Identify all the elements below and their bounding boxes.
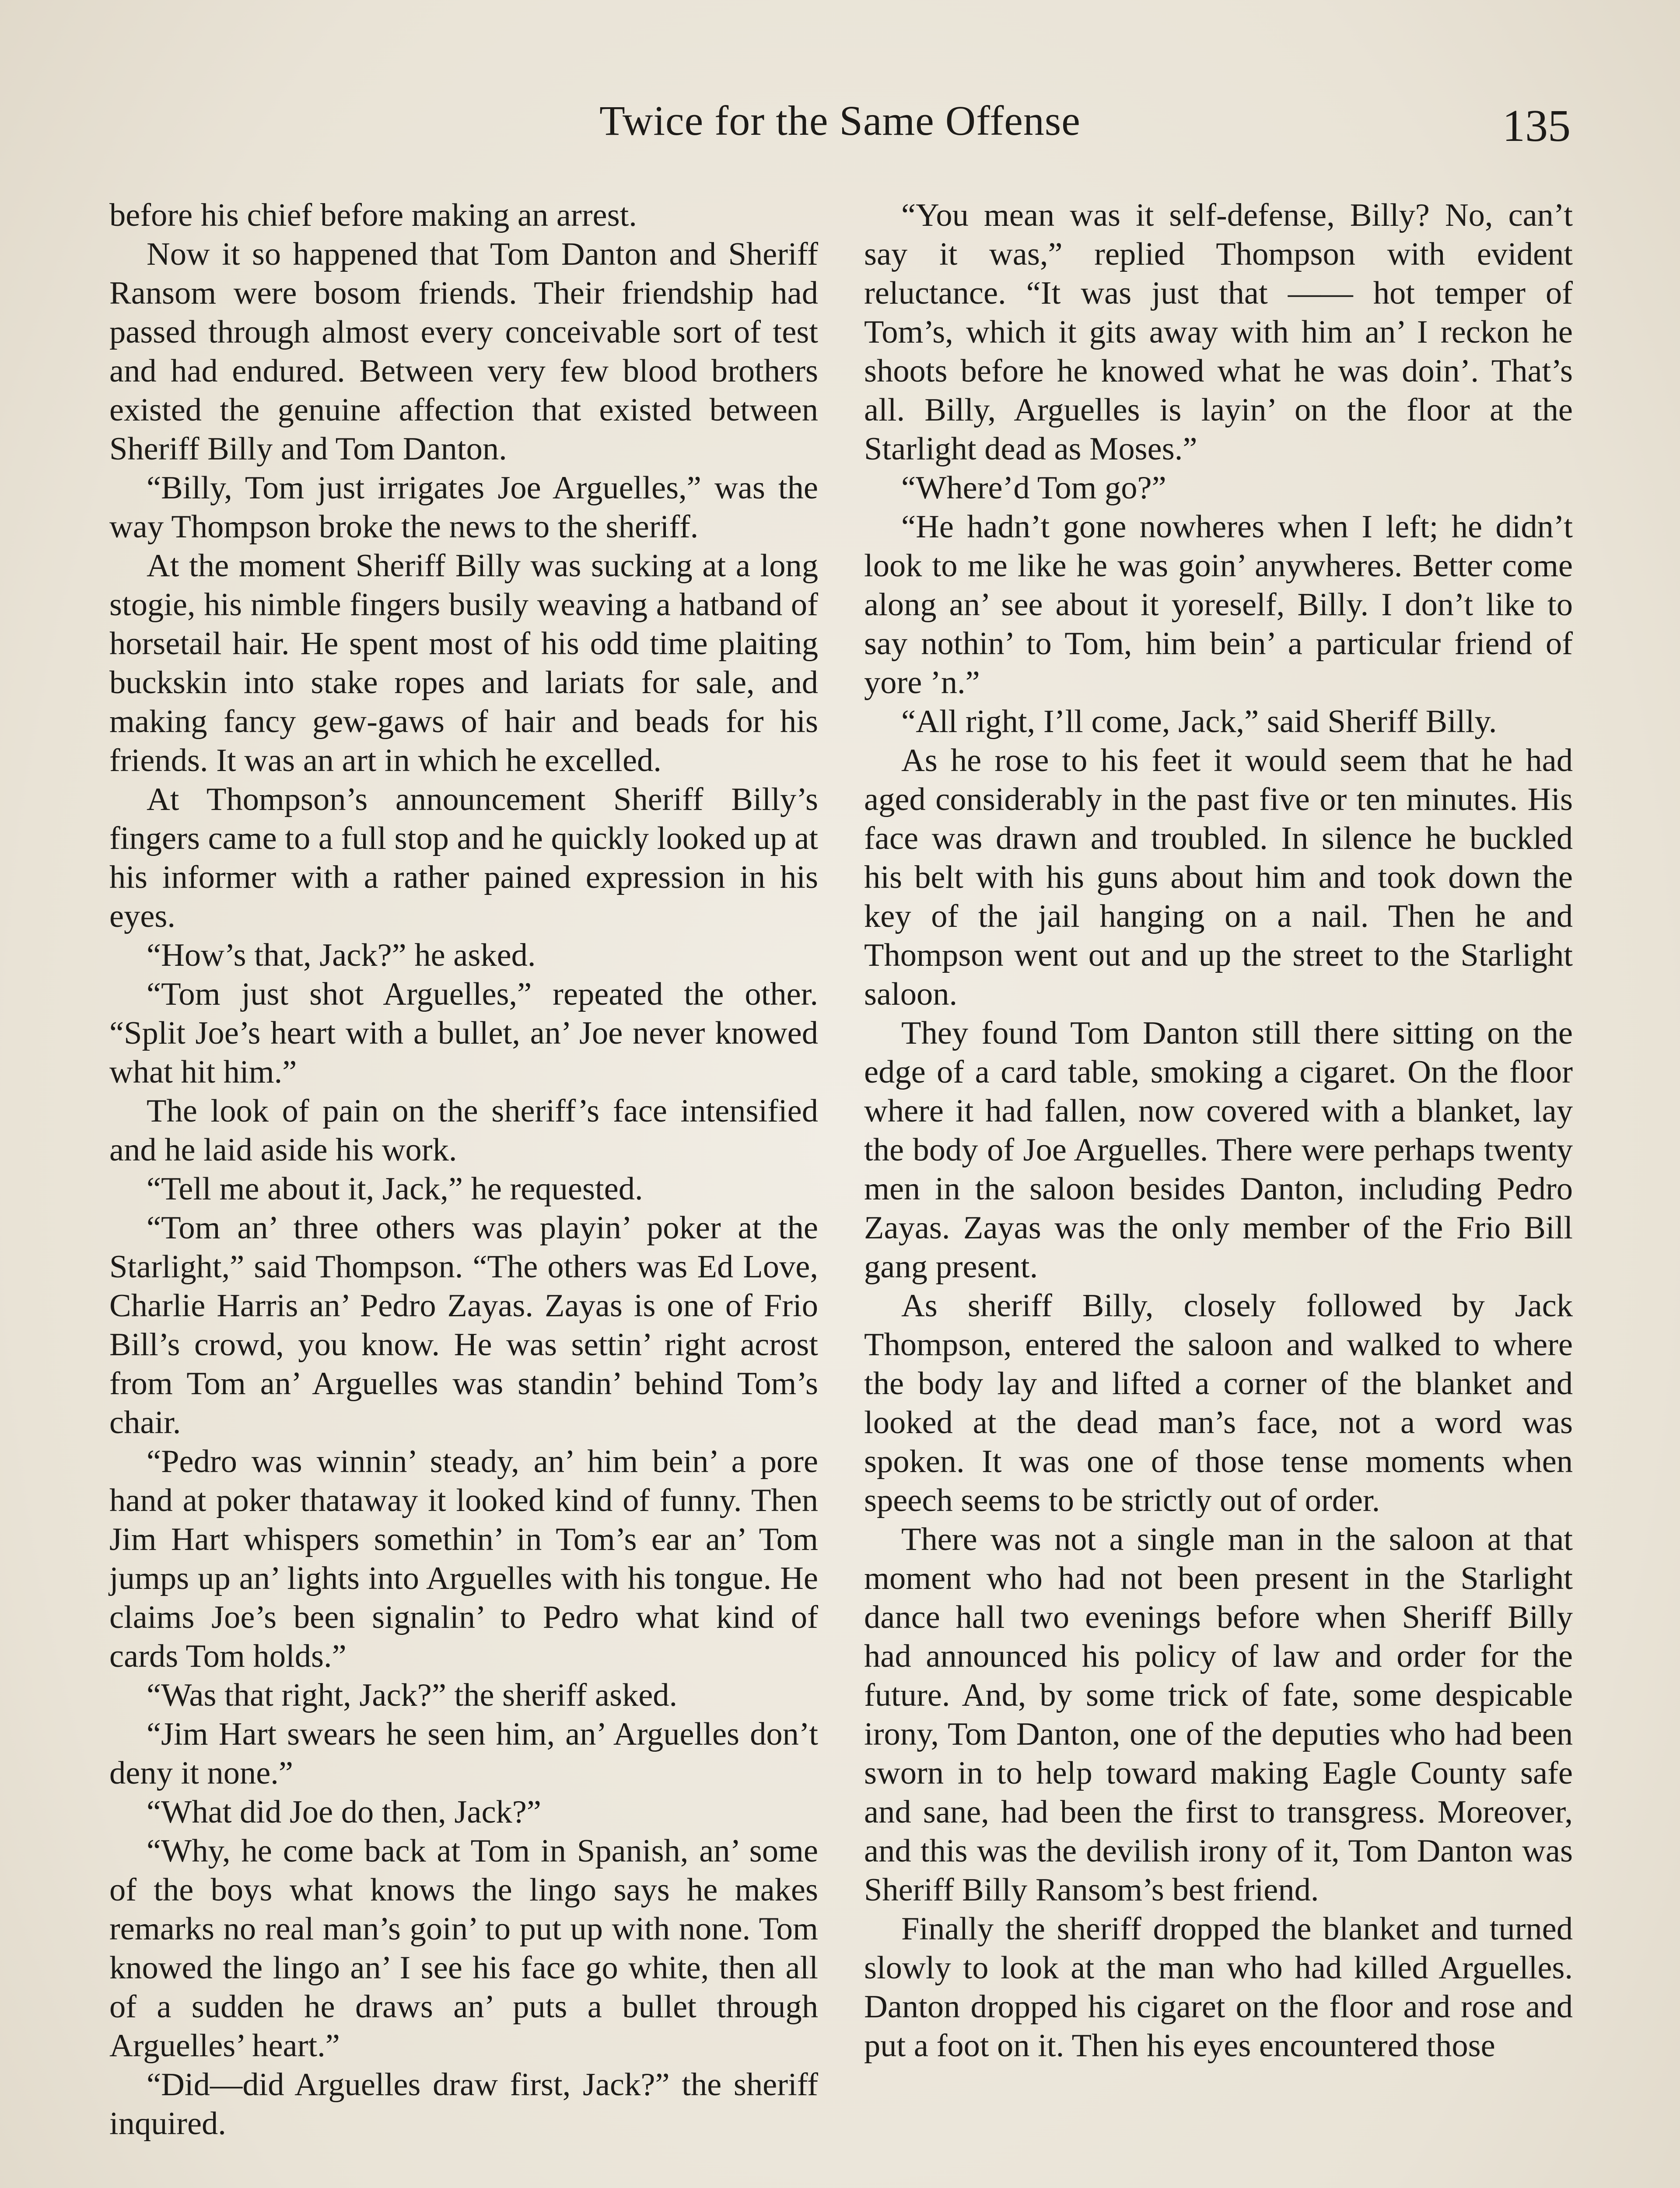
paragraph: “Where’d Tom go?” [901,470,1166,506]
paragraph: “How’s that, Jack?” he asked. [147,937,536,973]
paragraph: As sheriff Billy, closely followed by Jack Thompson, entered the saloon and walked to where the body lay and lifted a corner of the blanket and looked at the dead man’s face, not a word was spoken. It was one of those tense moments when speech seems to be strictly out of order. [864,1288,1573,1518]
paragraph: At Thompson’s announcement Sheriff Billy’s fingers came to a full stop and he quickly looked up at his informer with a rather pained expression in his eyes. [109,782,818,934]
paragraph: “He hadn’t gone nowheres when I left; he didn’t look to me like he was goin’ anywheres. Better come along an’ see about it yoreself, Billy. I don’t like to say nothin’ to Tom, him bein’ a particular friend of yore ’n.” [864,509,1573,701]
paragraph: There was not a single man in the saloon at that moment who had not been present in the Starlight dance hall two evenings before when Sheriff Billy had announced his policy of law and order for the future. And, by some trick of fate, some despicable irony, Tom Danton, one of the deputies who had been sworn in to help toward making Eagle County safe and sane, had been the first to transgress. Moreover, and this was the devilish irony of it, Tom Danton was Sheriff Billy Ransom’s best friend. [864,1522,1573,1908]
page-header [109,96,1571,162]
paragraph: “Tom just shot Arguelles,” repeated the other. “Split Joe’s heart with a bullet, an’ Joe never knowed what hit him.” [109,976,818,1090]
paragraph: They found Tom Danton still there sitting on the edge of a card table, smoking a cigaret. On the floor where it had fallen, now covered with a blanket, lay the body of Joe Arguelles. There were perhaps twenty men in the saloon besides Danton, including Pedro Zayas. Zayas was the only member of the Frio Bill gang present. [864,1015,1573,1285]
paragraph: “Tom an’ three others was playin’ poker at the Starlight,” said Thompson. “The others was Ed Love, Charlie Harris an’ Pedro Zayas. Zayas is one of Frio Bill’s crowd, you know. He was settin’ right acrost from Tom an’ Arguelles was standin’ behind Tom’s chair. [109,1210,818,1441]
paragraph: “Tell me about it, Jack,” he requested. [147,1171,643,1207]
paragraph: “What did Joe do then, Jack?” [147,1794,541,1830]
paragraph: “Did—did Arguelles draw first, Jack?” the sheriff inquired. [109,2067,818,2142]
paragraph: “Jim Hart swears he seen him, an’ Arguelles don’t deny it none.” [109,1716,818,1791]
running-title: Twice for the Same Offense [599,97,1081,144]
left-column [109,196,818,2143]
paragraph: “All right, I’ll come, Jack,” said Sheriff Billy. [901,704,1497,740]
paragraph: At the moment Sheriff Billy was sucking at a long stogie, his nimble fingers busily weaving a hatband of horsetail hair. He spent most of his odd time plaiting buckskin into stake ropes and lariats for sale, and making fancy gew-gaws of hair and beads for his friends. It was an art in which he excelled. [109,548,818,778]
page-number: 135 [1502,101,1571,151]
paragraph: “Pedro was winnin’ steady, an’ him bein’ a pore hand at poker thataway it looked kind of funny. Then Jim Hart whispers somethin’ in Tom’s ear an’ Tom jumps up an’ lights into Arguelles with his tongue. He claims Joe’s been signalin’ to Pedro what kind of cards Tom holds.” [109,1444,818,1674]
paragraph: “Was that right, Jack?” the sheriff asked. [147,1677,678,1713]
paragraph: “You mean was it self-defense, Billy? No, can’t say it was,” replied Thompson with evident reluctance. “It was just that —— hot temper of Tom’s, which it gits away with him an’ I reckon he shoots before he knowed what he was doin’. That’s all. Billy, Arguelles is layin’ on the floor at the Starlight dead as Moses.” [864,197,1573,467]
paragraph: “Billy, Tom just irrigates Joe Arguelles,” was the way Thompson broke the news to the sheriff. [109,470,818,545]
paragraph: “Why, he come back at Tom in Spanish, an’ some of the boys what knows the lingo says he makes remarks no real man’s goin’ to put up with none. Tom knowed the lingo an’ I see his face go white, then all of a sudden he draws an’ puts a bullet through Arguelles’ heart.” [109,1833,818,2064]
paragraph: The look of pain on the sheriff’s face intensified and he laid aside his work. [109,1093,818,1168]
paragraph: As he rose to his feet it would seem that he had aged considerably in the past five or ten minutes. His face was drawn and troubled. In silence he buckled his belt with his guns about him and took down the key of the jail hanging on a nail. Then he and Thompson went out and up the street to the Starlight saloon. [864,743,1573,1012]
paragraph: Finally the sheriff dropped the blanket and turned slowly to look at the man who had killed Arguelles. Danton dropped his cigaret on the floor and rose and put a foot on it. Then his eyes encountered those [864,1911,1573,2064]
paragraph: Now it so happened that Tom Danton and Sheriff Ransom were bosom friends. Their friendship had passed through almost every conceivable sort of test and had endured. Between very few blood brothers existed the genuine affection that existed between Sheriff Billy and Tom Danton. [109,236,818,467]
right-column [864,196,1573,2065]
paragraph: before his chief before making an arrest. [109,197,637,233]
